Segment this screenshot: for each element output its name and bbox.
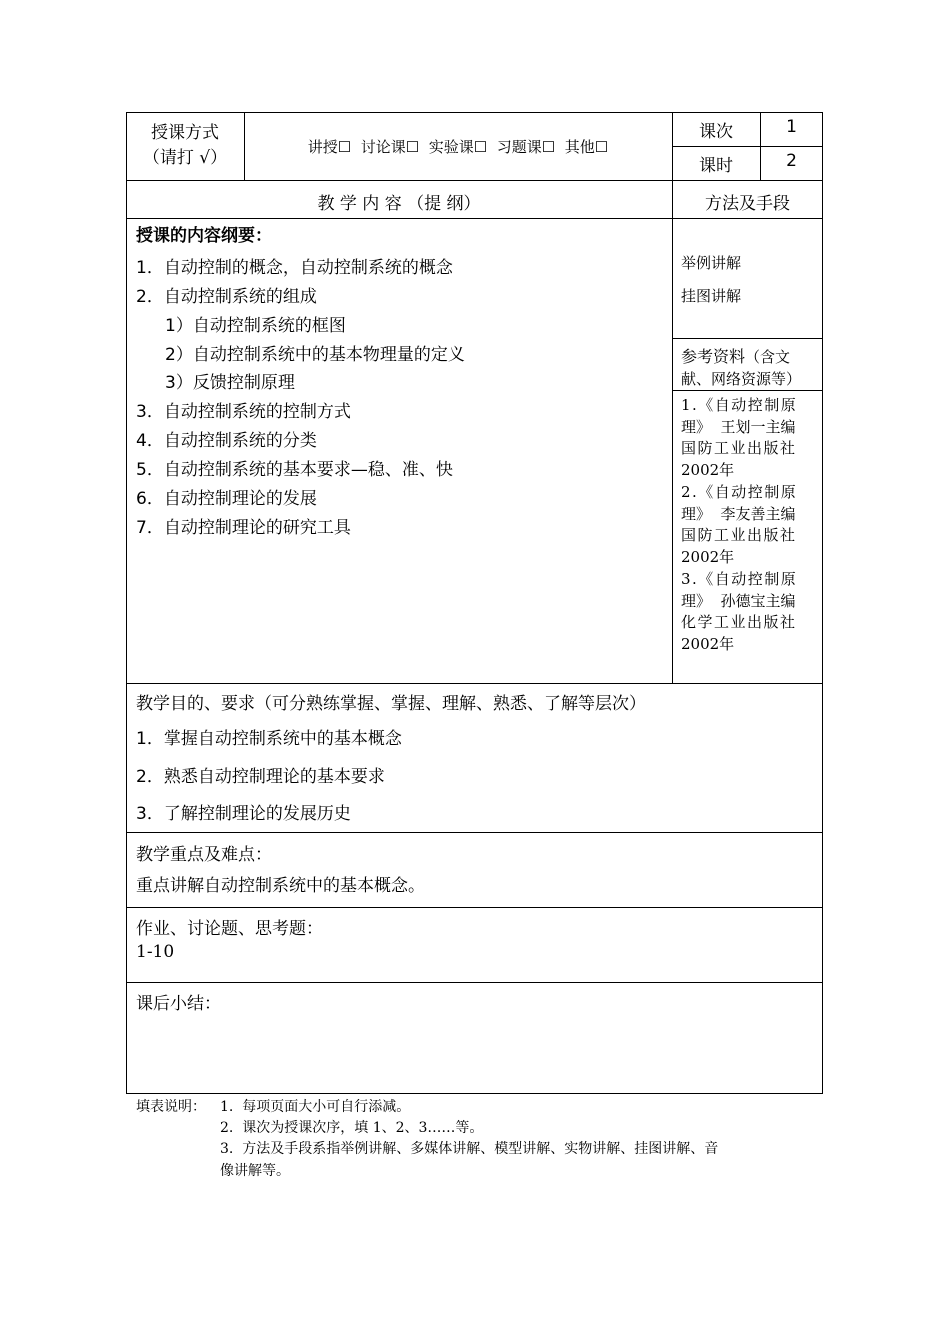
outline-item: 3．自动控制系统的控制方式 [136,402,351,422]
rule-header-bottom [126,180,823,181]
keypoints-text: 重点讲解自动控制系统中的基本概念。 [136,876,425,896]
rule-homework-bottom [126,982,823,983]
outline-item: 1．自动控制的概念，自动控制系统的概念 [136,258,453,278]
note-line: 2. 课次为授课次序，填 1、2、3……等。 [220,1120,484,1136]
objective-item: 1．掌握自动控制系统中的基本概念 [136,729,402,749]
method-options: 讲授☐ 讨论课☐ 实验课☐ 习题课☐ 其他☐ [307,138,609,156]
session-label: 课次 [699,122,733,142]
reference-line: 2002年 [681,548,735,567]
hours-label: 课时 [699,156,733,176]
rule-content-bottom [126,683,823,684]
objectives-title: 教学目的、要求（可分熟练掌握、掌握、理解、熟悉、了解等层次） [136,694,646,714]
reference-line: 1.《自动控制原 [681,396,798,414]
note-line: 3. 方法及手段系指举例讲解、多媒体讲解、模型讲解、实物讲解、挂图讲解、音 [220,1141,719,1157]
rule-objectives-bottom [126,832,823,833]
reference-line: 2002年 [681,635,735,654]
outline-subitem: 3）反馈控制原理 [165,373,295,393]
references-header-sub: 献、网络资源等） [681,370,802,388]
outline-item: 5．自动控制系统的基本要求—稳、准、快 [136,460,453,480]
references-header-sub: （含文 [745,348,791,366]
outline-item: 4．自动控制系统的分类 [136,431,317,451]
reference-line: 2002年 [681,461,735,480]
outline-item: 7．自动控制理论的研究工具 [136,518,351,538]
reference-item [681,395,813,482]
homework-title: 作业、讨论题、思考题： [136,919,323,939]
outline-title: 授课的内容纲要： [136,226,272,246]
outline-item: 2．自动控制系统的组成 [136,287,317,307]
content-header: 教 学 内 容 （提 纲） [317,194,481,214]
method-label [126,121,244,171]
references-header-main: 参考资料 [681,347,746,366]
method-label-line-1: 授课方式 [151,123,219,143]
method-header: 方法及手段 [705,194,790,214]
reference-line: 2.《自动控制原 [681,483,798,501]
rule-content-header-bottom [126,218,823,219]
reference-item [681,482,813,569]
reference-line: 3.《自动控制原 [681,570,798,588]
outline-subitem: 2）自动控制系统中的基本物理量的定义 [165,345,465,365]
reference-line: 理》 王划一主编 [681,417,796,436]
summary-title: 课后小结： [136,994,221,1014]
rule-references-header-bottom [672,390,823,391]
reference-line: 国防工业出版社 [681,439,797,458]
reference-line: 理》 李友善主编 [681,504,796,523]
hours-value: 2 [786,151,797,171]
note-line: 像讲解等。 [220,1163,290,1179]
note-line: 1. 每项页面大小可自行添减。 [220,1099,411,1115]
rule-keypoints-bottom [126,907,823,908]
reference-line: 化学工业出版社 [681,613,797,632]
rule-session-hours [672,146,823,147]
reference-item [681,569,813,656]
objective-item: 2．熟悉自动控制理论的基本要求 [136,767,385,787]
method-chart-lecture: 挂图讲解 [681,287,742,305]
method-example-lecture: 举例讲解 [681,254,742,272]
session-value: 1 [786,117,797,137]
rule-methods-bottom [672,338,823,339]
keypoints-title: 教学重点及难点： [136,845,272,865]
reference-line: 理》 孙德宝主编 [681,591,796,610]
objective-item: 3．了解控制理论的发展历史 [136,804,351,824]
reference-line: 国防工业出版社 [681,526,797,545]
outline-subitem: 1）自动控制系统的框图 [165,316,346,336]
outline-item: 6．自动控制理论的发展 [136,489,317,509]
notes-label: 填表说明： [136,1099,206,1115]
references-header [681,346,821,390]
method-label-line-2: （请打 √） [142,148,228,168]
homework-text: 1-10 [136,942,175,962]
